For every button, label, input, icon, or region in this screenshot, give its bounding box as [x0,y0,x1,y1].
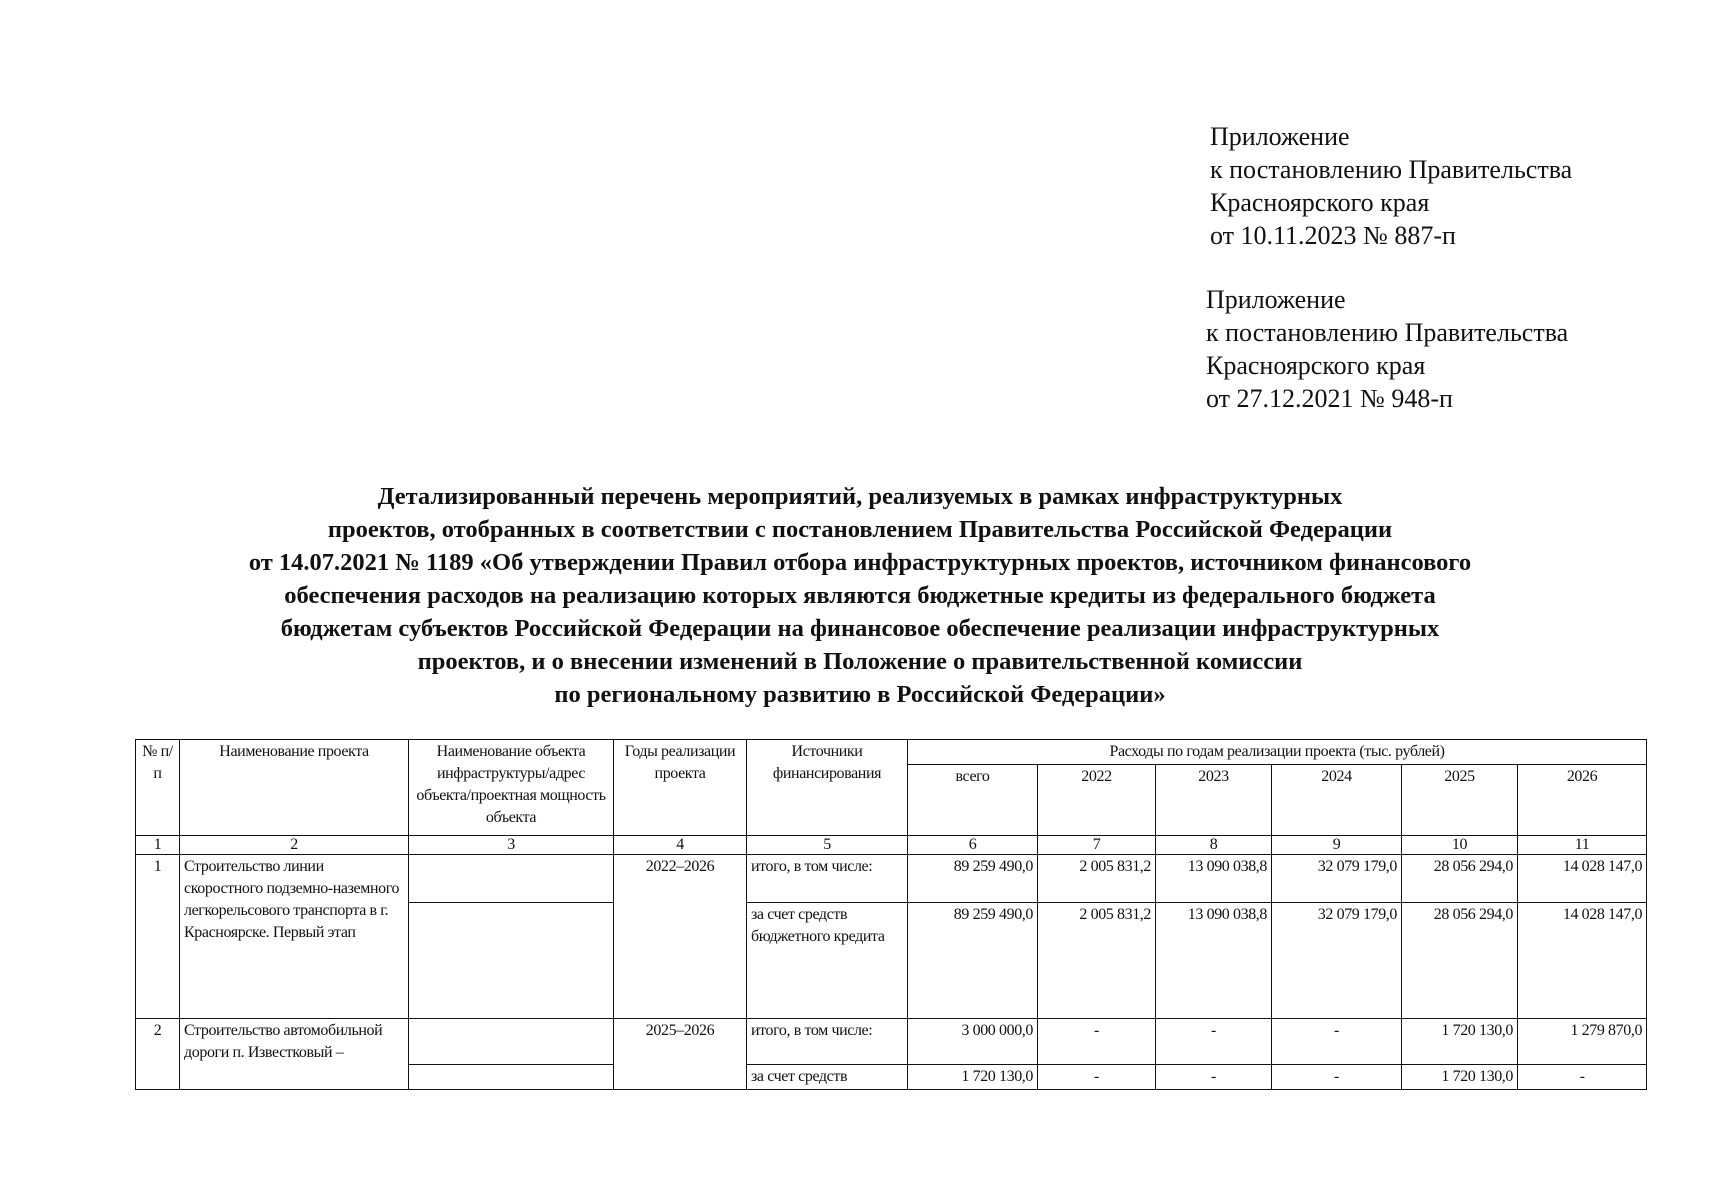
project-years: 2022–2026 [614,855,747,1019]
amount-2026: 14 028 147,0 [1518,855,1647,903]
projects-table [135,739,1647,1090]
table-row [136,1019,1647,1065]
column-number: 10 [1402,836,1518,855]
title-line: от 14.07.2021 № 1189 «Об утверждении Правил отбора инфраструктурных проектов, источником финансового [248,549,1472,576]
appendix-line: от 27.12.2021 № 948-п [1206,384,1453,413]
funding-source: итого, в том числе: [747,1019,908,1065]
column-number: 8 [1156,836,1272,855]
amount-2024: - [1272,1019,1402,1065]
amount-2023: 13 090 038,8 [1156,855,1272,903]
title-line: обеспечения расходов на реализацию которых являются бюджетные кредиты из федерального бюджета [284,582,1436,609]
document-title [110,480,1610,711]
amount-2025: 1 720 130,0 [1402,1065,1518,1090]
column-number: 2 [180,836,409,855]
header-object: Наименование объекта инфраструктуры/адрес объекта/проектная мощность объекта [409,740,614,836]
amount-2024: 32 079 179,0 [1272,855,1402,903]
amount-2026: 14 028 147,0 [1518,903,1647,1019]
header-total: всего [908,765,1038,836]
project-num: 2 [136,1019,180,1090]
amount-2025: 1 720 130,0 [1402,1019,1518,1065]
appendix-line: к постановлению Правительства [1206,318,1569,347]
amount-total: 89 259 490,0 [908,855,1038,903]
amount-2023: - [1156,1019,1272,1065]
header-year-2024: 2024 [1272,765,1402,836]
appendix-block-current [1210,120,1690,252]
appendix-line: от 10.11.2023 № 887-п [1210,221,1456,250]
appendix-line: Красноярского края [1206,351,1426,380]
header-year-2026: 2026 [1518,765,1647,836]
funding-source: за счет средств бюджетного кредита [747,903,908,1019]
header-year-2025: 2025 [1402,765,1518,836]
amount-total: 1 720 130,0 [908,1065,1038,1090]
appendix-line: Приложение [1206,285,1346,314]
title-line: по региональному развитию в Российской Федерации» [554,681,1166,708]
header-year-2022: 2022 [1038,765,1156,836]
project-name: Строительство линии скоростного подземно-наземного легкорельсового транспорта в г. Красноярске. Первый этап [180,855,409,1019]
amount-2022: 2 005 831,2 [1038,855,1156,903]
column-number: 9 [1272,836,1402,855]
amount-2025: 28 056 294,0 [1402,855,1518,903]
header-num: № п/п [136,740,180,836]
header-expenses-group: Расходы по годам реализации проекта (тыс. рублей) [908,740,1647,765]
project-object [409,903,614,1019]
appendix-line: Приложение [1210,122,1350,151]
column-numbers-row [136,836,1647,855]
header-project: Наименование проекта [180,740,409,836]
amount-total: 89 259 490,0 [908,903,1038,1019]
column-number: 5 [747,836,908,855]
project-object [409,1065,614,1090]
column-number: 6 [908,836,1038,855]
project-object [409,855,614,903]
header-years: Годы реализации проекта [614,740,747,836]
amount-2024: 32 079 179,0 [1272,903,1402,1019]
funding-source: итого, в том числе: [747,855,908,903]
amount-2023: - [1156,1065,1272,1090]
column-number: 3 [409,836,614,855]
table-row [136,855,1647,903]
amount-2026: - [1518,1065,1647,1090]
table-header-row [136,740,1647,765]
appendix-block-original [1206,283,1686,415]
column-number: 7 [1038,836,1156,855]
appendix-line: Красноярского края [1210,188,1430,217]
title-line: проектов, и о внесении изменений в Положение о правительственной комиссии [417,648,1303,675]
column-number: 4 [614,836,747,855]
amount-total: 3 000 000,0 [908,1019,1038,1065]
header-year-2023: 2023 [1156,765,1272,836]
amount-2022: - [1038,1019,1156,1065]
project-years: 2025–2026 [614,1019,747,1090]
title-line: проектов, отобранных в соответствии с постановлением Правительства Российской Федерации [327,516,1393,543]
amount-2022: - [1038,1065,1156,1090]
project-object [409,1019,614,1065]
amount-2023: 13 090 038,8 [1156,903,1272,1019]
header-sources: Источники финансирования [747,740,908,836]
amount-2026: 1 279 870,0 [1518,1019,1647,1065]
project-name: Строительство автомобильной дороги п. Известковый – [180,1019,409,1090]
title-line: Детализированный перечень мероприятий, реализуемых в рамках инфраструктурных [377,483,1343,510]
column-number: 11 [1518,836,1647,855]
amount-2024: - [1272,1065,1402,1090]
funding-source: за счет средств [747,1065,908,1090]
amount-2025: 28 056 294,0 [1402,903,1518,1019]
amount-2022: 2 005 831,2 [1038,903,1156,1019]
project-num: 1 [136,855,180,1019]
column-number: 1 [136,836,180,855]
title-line: бюджетам субъектов Российской Федерации на финансовое обеспечение реализации инфраструктурных [280,615,1440,642]
appendix-line: к постановлению Правительства [1210,155,1573,184]
